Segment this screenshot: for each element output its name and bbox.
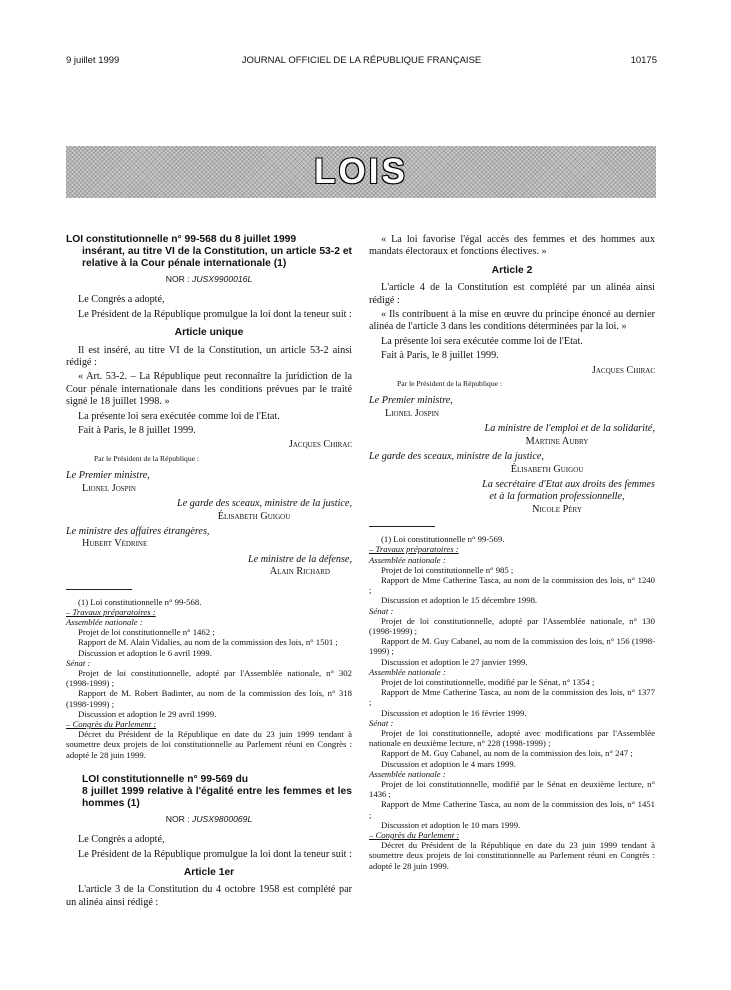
law1-article-heading: Article unique	[174, 327, 244, 339]
law1-signatory: Jacques Chirac	[288, 439, 352, 451]
law2-paragraph: L'article 3 de la Constitution du 4 octobre 1958 est complété par un alinéa ainsi rédigé :	[66, 884, 352, 908]
law1-note: Rapport de M. Alain Vidalies, au nom de la commission des lois, n° 1501 ;	[78, 637, 338, 648]
law2-signatory: Jacques Chirac	[591, 364, 655, 376]
law2-note-heading: Assemblée nationale :	[369, 554, 446, 565]
section-banner	[66, 146, 656, 198]
journal-name: JOURNAL OFFICIEL DE LA RÉPUBLIQUE FRANÇAISE	[241, 55, 482, 66]
law2-note-heading: Assemblée nationale :	[369, 666, 446, 677]
law2-droits-role-1: La secrétaire d'Etat aux droits des femmes	[482, 478, 655, 490]
law2-justice-role: Le garde des sceaux, ministre de la justice,	[369, 451, 544, 463]
law1-note: Projet de loi constitutionnelle n° 1462 ;	[78, 627, 215, 638]
right-column	[369, 234, 655, 871]
law1-par-le-president: Par le Président de la République :	[94, 453, 200, 463]
left-column	[66, 234, 352, 911]
law1-note: Décret du Président de la République en date du 23 juin 1999 tendant à soumettre deux projets de loi constitutionnelle au Parlement réuni en Congrès : adopté le 28 juin 1999.	[66, 729, 352, 760]
law2-note: Rapport de Mme Catherine Tasca, au nom de la commission des lois, n° 1240 ;	[369, 574, 655, 596]
law2-note: Projet de loi constitutionnelle, adopté avec modifications par l'Assemblée nationale en deuxième lecture, n° 228 (1998-1999) ;	[369, 727, 655, 749]
law2-paragraph: Fait à Paris, le 8 juillet 1999.	[381, 350, 499, 362]
law2-note: Projet de loi constitutionnelle, adopté par l'Assemblée nationale, n° 130 (1998-1999) ;	[369, 615, 655, 636]
page-header	[66, 55, 657, 69]
law2-note: Décret du Président de la République en date du 23 juin 1999 tendant à soumettre deux projets de loi constitutionnelle au Parlement réuni en Congrès : adopté le 28 juin 1999.	[369, 840, 655, 871]
law2-note: Projet de loi constitutionnelle, modifié par le Sénat, n° 1354 ;	[381, 676, 595, 687]
law2-pm-name: Lionel Jospin	[385, 407, 439, 419]
law1-paragraph: La présente loi sera exécutée comme loi de l'Etat.	[78, 410, 280, 422]
law2-nor-code: JUSX9800069L	[192, 813, 253, 824]
footnote-rule	[66, 589, 132, 590]
law2-note: Discussion et adoption le 16 février 1999.	[381, 707, 527, 718]
law2-paragraph: Le Président de la République promulgue la loi dont la teneur suit :	[78, 848, 352, 860]
law1-note: Rapport de M. Robert Badinter, au nom de la commission des lois, n° 318 (1998-1999) ;	[66, 688, 352, 709]
law1-note-heading: – Congrès du Parlement :	[66, 718, 157, 729]
law2-emploi-name: Martine Aubry	[525, 435, 589, 447]
law1-nor-code: JUSX9900016L	[192, 274, 253, 284]
law2-note: Rapport de Mme Catherine Tasca, au nom de la commission des lois, n° 1377 ;	[369, 687, 655, 708]
law2-par-le-president: Par le Président de la République :	[397, 379, 503, 389]
law1-note: Projet de loi constitutionnelle, adopté par l'Assemblée nationale, n° 302 (1998-1999) ;	[66, 667, 352, 689]
law1-pm-role: Le Premier ministre,	[66, 470, 150, 482]
law1-paragraph: Le Congrès a adopté,	[78, 294, 165, 306]
law2-paragraph: L'article 4 de la Constitution est complété par un alinéa ainsi rédigé :	[369, 282, 655, 306]
law2-footnotes	[369, 534, 655, 871]
law1-paragraph: Il est inséré, au titre VI de la Constitution, un article 53-2 ainsi rédigé :	[66, 344, 352, 369]
law2-note-heading: Sénat :	[369, 717, 394, 728]
law1-title	[66, 234, 352, 270]
law2-article1-heading: Article 1er	[183, 867, 235, 878]
law2-emploi-role: La ministre de l'emploi et de la solidarité,	[484, 423, 655, 435]
law2-note-heading: – Travaux préparatoires :	[369, 544, 459, 555]
law2-article-text: « La loi favorise l'égal accès des femmes et des hommes aux mandats électoraux et fonctions électives. »	[369, 234, 655, 258]
law1-note: Discussion et adoption le 29 avril 1999.	[78, 708, 217, 719]
section-title: LOIS	[314, 152, 408, 191]
law2-nor-label: NOR :	[165, 813, 190, 824]
law2-article-text: « Ils contribuent à la mise en œuvre du principe énoncé au dernier alinéa de l'article 3 dans les conditions déterminées par la loi. »	[369, 309, 655, 333]
law2-title	[66, 774, 352, 810]
law2-droits-role-2: et à la formation professionnelle,	[489, 491, 625, 503]
law2-note: Discussion et adoption le 10 mars 1999.	[381, 819, 521, 830]
page-number: 10175	[630, 55, 657, 66]
law1-paragraph: Fait à Paris, le 8 juillet 1999.	[78, 425, 196, 437]
law2-note: Rapport de M. Guy Cabanel, au nom de la commission des lois, n° 156 (1998-1999) ;	[369, 636, 655, 657]
law2-note-heading: – Congrès du Parlement :	[369, 830, 460, 841]
law2-note-heading: Assemblée nationale :	[369, 768, 446, 779]
law1-note: Discussion et adoption le 6 avril 1999.	[78, 647, 212, 658]
law2-article2-heading: Article 2	[491, 264, 533, 276]
law2-paragraph: La présente loi sera exécutée comme loi de l'Etat.	[381, 335, 583, 347]
law2-droits-name: Nicole Péry	[532, 503, 582, 515]
law1-title-rest: insérant, au titre VI de la Constitution, un article 53-2 et relative à la Cour pénale internationale (1)	[82, 246, 352, 269]
law2-pm-role: Le Premier ministre,	[369, 395, 453, 407]
law2-note-heading: Sénat :	[369, 605, 394, 616]
law2-paragraph: Le Congrès a adopté,	[78, 834, 165, 846]
law2-justice-name: Élisabeth Guigou	[510, 463, 584, 475]
law1-note-heading: Assemblée nationale :	[66, 616, 143, 627]
law2-note: Discussion et adoption le 4 mars 1999.	[381, 758, 516, 769]
law1-pm-name: Lionel Jospin	[82, 482, 136, 494]
law1-defense-name: Alain Richard	[269, 566, 330, 578]
law2-note: Rapport de Mme Catherine Tasca, au nom de la commission des lois, n° 1451 ;	[369, 799, 655, 820]
law1-nor-label: NOR :	[165, 274, 190, 284]
law1-note-heading: Sénat :	[66, 657, 91, 668]
law2-note: Discussion et adoption le 27 janvier 1999.	[381, 656, 528, 667]
law1-footnotes	[66, 597, 352, 760]
law1-note: (1) Loi constitutionnelle n° 99-568.	[78, 596, 202, 607]
law2-note: Projet de loi constitutionnelle n° 985 ;	[381, 564, 514, 575]
issue-date: 9 juillet 1999	[66, 55, 120, 66]
law2-note: (1) Loi constitutionnelle n° 99-569.	[381, 534, 505, 545]
law1-article-text: « Art. 53-2. – La République peut reconnaître la juridiction de la Cour pénale internationale dans les conditions prévues par le traité signé le 18 juillet 1998. »	[66, 371, 352, 408]
law1-nor	[66, 273, 352, 285]
law1-justice-role: Le garde des sceaux, ministre de la justice,	[177, 498, 352, 510]
law2-note: Discussion et adoption le 15 décembre 1998.	[381, 595, 538, 606]
law1-foreign-role: Le ministre des affaires étrangères,	[66, 525, 210, 537]
law1-note-heading: – Travaux préparatoires :	[66, 606, 156, 617]
law1-foreign-name: Hubert Védrine	[82, 538, 148, 550]
law2-nor	[66, 813, 352, 825]
law1-title-line1: LOI constitutionnelle n° 99-568 du 8 juillet 1999	[66, 234, 297, 245]
law1-paragraph: Le Président de la République promulgue la loi dont la teneur suit :	[78, 308, 352, 320]
law2-title-line1: LOI constitutionnelle n° 99-569 du	[82, 773, 249, 785]
footnote-rule	[369, 526, 435, 527]
law1-defense-role: Le ministre de la défense,	[247, 553, 352, 565]
law2-note: Rapport de M. Guy Cabanel, au nom de la commission des lois, n° 247 ;	[381, 748, 633, 759]
law2-title-rest: 8 juillet 1999 relative à l'égalité entre les femmes et les hommes (1)	[82, 785, 352, 809]
law2-note: Projet de loi constitutionnelle, modifié par le Sénat en deuxième lecture, n° 1436 ;	[369, 779, 655, 800]
law1-justice-name: Élisabeth Guigou	[217, 510, 291, 522]
